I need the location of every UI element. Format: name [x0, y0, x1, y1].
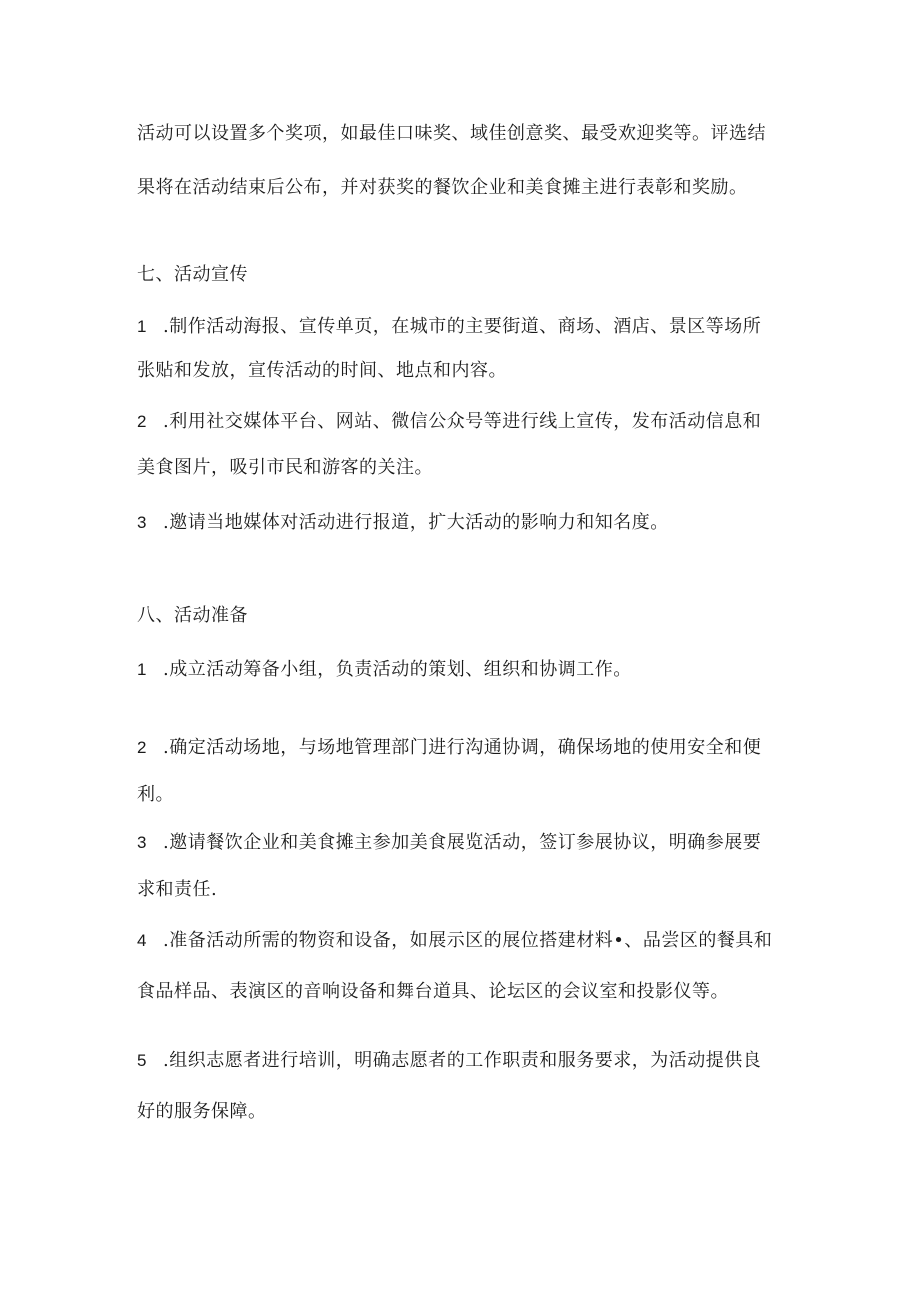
- item-number: 3: [137, 833, 147, 852]
- item-text: .成立活动筹备小组，负责活动的策划、组织和协调工作。: [163, 659, 632, 680]
- item-number: 2: [137, 412, 147, 431]
- item-text: .组织志愿者进行培训，明确志愿者的工作职责和服务要求，为活动提供良: [163, 1050, 762, 1071]
- item-text: .邀请餐饮企业和美食摊主参加美食展览活动，签订参展协议，明确参展要: [163, 832, 762, 853]
- item-text: .制作活动海报、宣传单页，在城市的主要街道、商场、酒店、景区等场所: [163, 316, 762, 337]
- list-item: [137, 1049, 761, 1073]
- section-heading-publicity: 七、活动宣传: [137, 264, 248, 285]
- section-heading-preparation: 八、活动准备: [137, 605, 248, 626]
- item-number: 2: [137, 738, 147, 757]
- item-number: 3: [137, 513, 147, 532]
- list-item: [137, 658, 632, 682]
- item-text-continued: 利。: [137, 784, 174, 805]
- item-number: 1: [137, 660, 147, 679]
- list-item: [137, 831, 761, 855]
- intro-line-2: 果将在活动结束后公布，并对获奖的餐饮企业和美食摊主进行表彰和奖励。: [137, 177, 748, 198]
- list-item: [137, 511, 669, 535]
- list-item: [137, 736, 761, 760]
- item-number: 4: [137, 931, 147, 950]
- item-text-continued: 食品样品、表演区的音响设备和舞台道具、论坛区的会议室和投影仪等。: [137, 981, 729, 1002]
- item-text: .准备活动所需的物资和设备，如展示区的展位搭建材料•、品尝区的餐具和: [163, 930, 773, 951]
- item-text-continued: 求和责任.: [137, 879, 218, 900]
- item-text: .邀请当地媒体对活动进行报道，扩大活动的影响力和知名度。: [163, 512, 669, 533]
- item-text-continued: 好的服务保障。: [137, 1101, 267, 1122]
- item-number: 1: [137, 317, 147, 336]
- list-item: [137, 315, 761, 339]
- item-text-continued: 美食图片，吸引市民和游客的关注。: [137, 457, 433, 478]
- list-item: [137, 929, 772, 953]
- item-text: .确定活动场地，与场地管理部门进行沟通协调，确保场地的使用安全和便: [163, 737, 762, 758]
- item-text-continued: 张贴和发放，宣传活动的时间、地点和内容。: [137, 360, 507, 381]
- intro-line-1: 活动可以设置多个奖项，如最佳口味奖、域佳创意奖、最受欢迎奖等。评选结: [137, 123, 766, 144]
- item-number: 5: [137, 1051, 147, 1070]
- list-item: [137, 410, 761, 434]
- item-text: .利用社交媒体平台、网站、微信公众号等进行线上宣传，发布活动信息和: [163, 411, 762, 432]
